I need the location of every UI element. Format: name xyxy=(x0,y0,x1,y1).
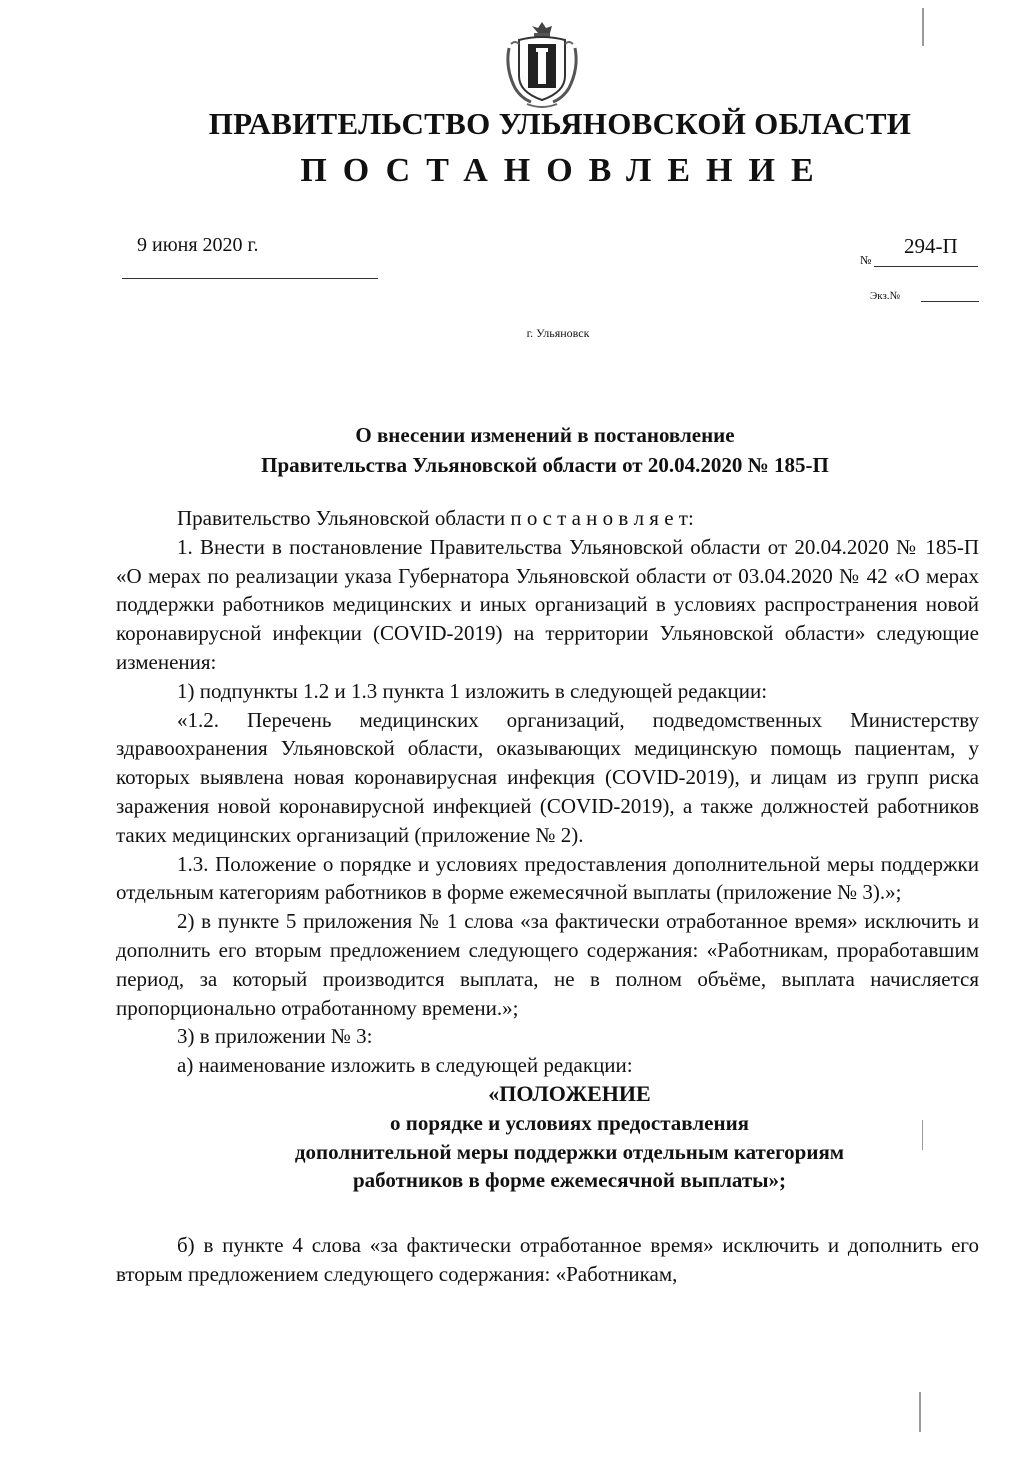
city: г. Ульяновск xyxy=(526,326,590,340)
section-heading: «ПОЛОЖЕНИЕ xyxy=(488,1080,651,1106)
date-underline xyxy=(122,278,378,279)
paragraph: Правительство Ульяновской области п о с т а н о в л я е т: xyxy=(177,506,694,530)
copy-number-label: Экз.№ xyxy=(870,290,901,302)
scan-artifact xyxy=(922,1120,923,1150)
scan-artifact xyxy=(922,8,924,46)
number-sign: № xyxy=(860,253,872,267)
section-heading: о порядке и условиях предоставления xyxy=(389,1110,750,1135)
document-title-line-1: О внесении изменений в постановление xyxy=(355,423,735,447)
section-heading: работников в форме ежемесячной выплаты»; xyxy=(352,1168,787,1193)
organization-name: ПРАВИТЕЛЬСТВО УЛЬЯНОВСКОЙ ОБЛАСТИ xyxy=(208,106,912,141)
number-underline xyxy=(874,266,978,267)
paragraph: 1. Внести в постановление Правительства Ульяновской области от 20.04.2020 № 185-П «О мерах по реализации указа Губернатора Ульяновской области от 03.04.2020 № 42 «О мерах поддержки работников медицинских и иных организаций в условиях распространения новой коронавирусной инфекции (COVID-2019) на территории Ульяновской области» следующие изменения: xyxy=(116,534,979,674)
paragraph: 1.3. Положение о порядке и условиях предоставления дополнительной меры поддержки отдельным категориям работников в форме ежемесячной выплаты (приложение № 3).»; xyxy=(116,851,979,905)
scan-artifact xyxy=(919,1392,921,1432)
document-number: 294-П xyxy=(904,234,958,258)
paragraph: 1) подпункты 1.2 и 1.3 пункта 1 изложить в следующей редакции: xyxy=(177,678,768,703)
section-heading: дополнительной меры поддержки отдельным категориям xyxy=(294,1139,845,1164)
document-title xyxy=(150,420,940,480)
paragraph: а) наименование изложить в следующей редакции: xyxy=(177,1053,633,1078)
paragraph: «1.2. Перечень медицинских организаций, подведомственных Министерству здравоохранения Ульяновской области, оказывающих медицинскую помощь пациентам, у которых выявлена новая коронавирусная инфекция (COVID-2019), и лицам из групп риска заражения новой коронавирусной инфекцией (COVID-2019), а также должностей работников таких медицинских организаций (приложение № 2). xyxy=(116,707,979,847)
document-title-line-2: Правительства Ульяновской области от 20.04.2020 № 185-П xyxy=(261,453,829,477)
copy-number-underline xyxy=(921,301,979,302)
document-body xyxy=(116,504,979,1289)
document-date: 9 июня 2020 г. xyxy=(137,234,259,256)
spacer xyxy=(116,1195,979,1231)
paragraph: 3) в приложении № 3: xyxy=(177,1024,373,1049)
document-type: ПОСТАНОВЛЕНИЕ xyxy=(300,152,830,189)
paragraph: б) в пункте 4 слова «за фактически отработанное время» исключить и дополнить его вторым предложением следующего содержания: «Работникам, xyxy=(116,1233,979,1286)
paragraph: 2) в пункте 5 приложения № 1 слова «за фактически отработанное время» исключить и дополнить его вторым предложением следующего содержания: «Работникам, проработавшим период, за который производится выплата, не в полном объёме, выплата начисляется пропорционально отработанному времени.»; xyxy=(116,909,979,1020)
ulyanovsk-coat-of-arms-icon xyxy=(503,18,581,110)
